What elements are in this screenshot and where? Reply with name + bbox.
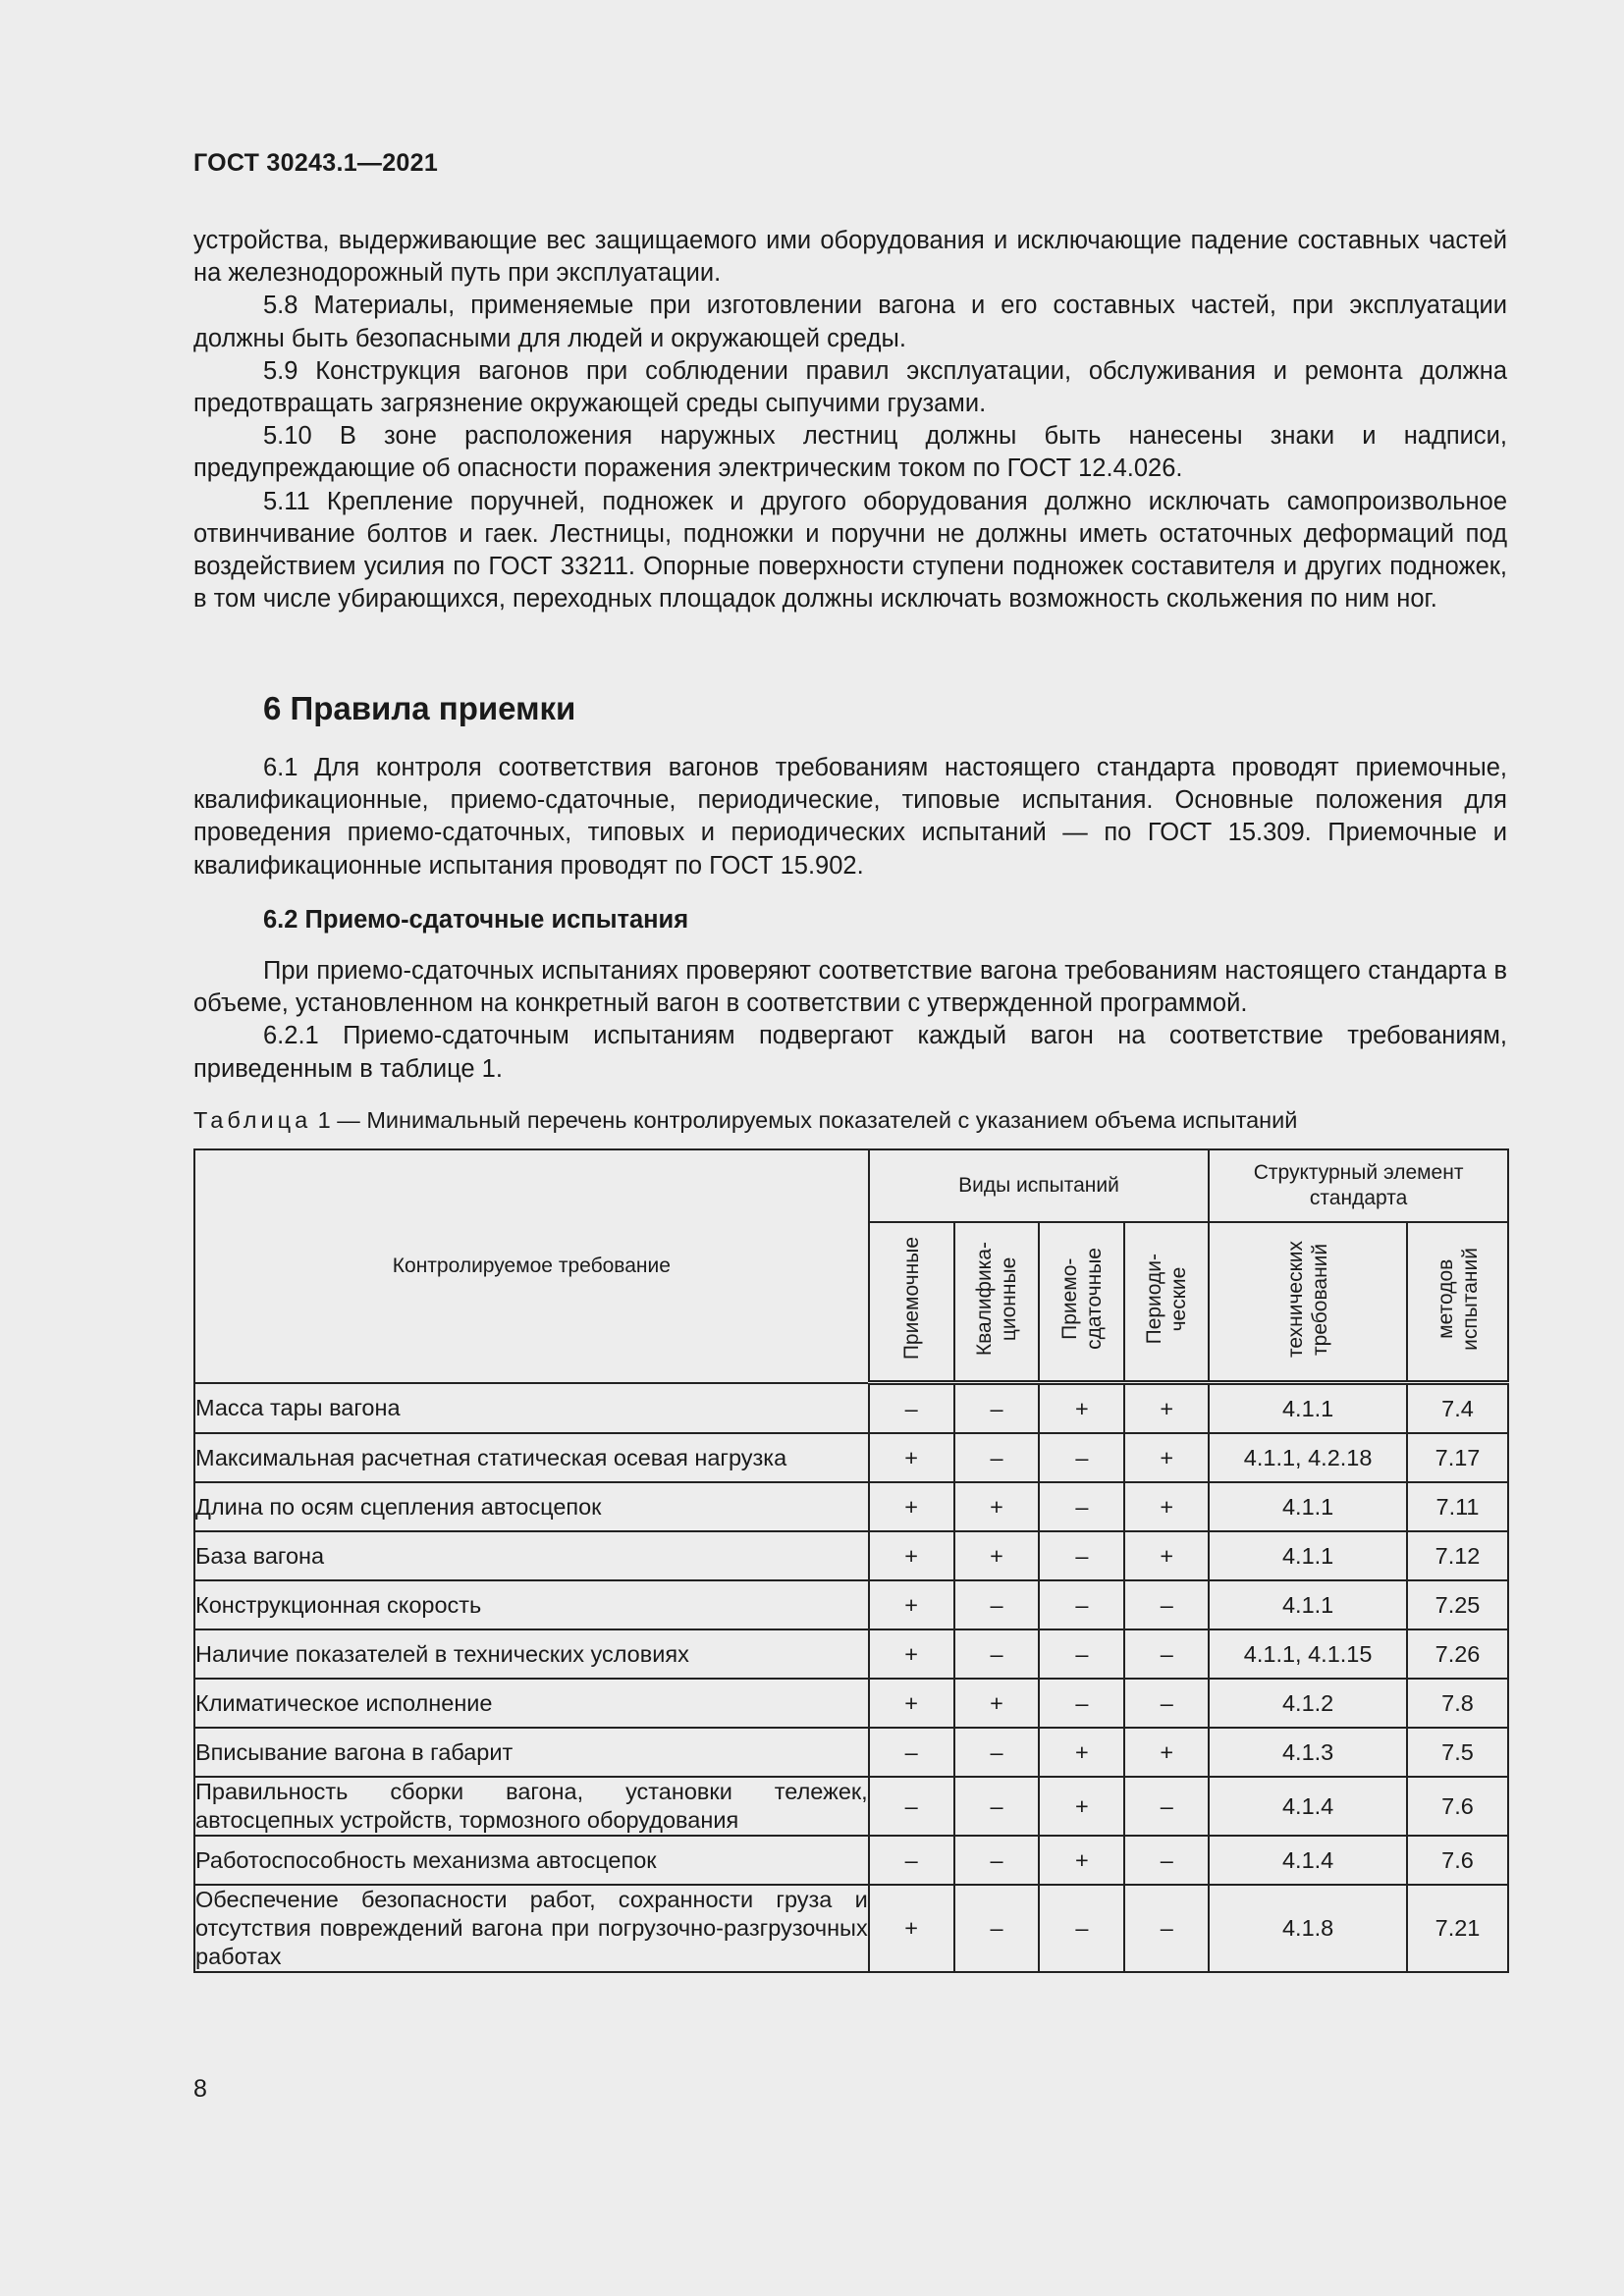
paragraph-5-8: 5.8 Материалы, применяемые при изготовлении вагона и его составных частей, при эксплуатации должны быть безопасными для людей и окружающей среды. [193, 292, 1507, 352]
cell-method-ref: 7.5 [1407, 1728, 1508, 1777]
table-caption-text: 1 — Минимальный перечень контролируемых показателей с указанием объема испытаний [311, 1107, 1298, 1133]
cell-delivery: – [1039, 1482, 1124, 1531]
cell-delivery: + [1039, 1728, 1124, 1777]
cell-requirement: Максимальная расчетная статическая осевая нагрузка [194, 1433, 869, 1482]
cell-acceptance: + [869, 1580, 954, 1629]
cell-acceptance: + [869, 1885, 954, 1972]
cell-method-ref: 7.6 [1407, 1836, 1508, 1885]
section-6-1 [193, 752, 1507, 882]
cell-method-ref: 7.26 [1407, 1629, 1508, 1679]
cell-method-ref: 7.17 [1407, 1433, 1508, 1482]
cell-requirement: Правильность сборки вагона, установки тележек, автосцепных устройств, тормозного оборудования [194, 1777, 869, 1836]
cell-delivery: + [1039, 1383, 1124, 1434]
cell-technical-ref: 4.1.1 [1209, 1383, 1407, 1434]
cell-qualification: – [954, 1885, 1040, 1972]
cell-technical-ref: 4.1.2 [1209, 1679, 1407, 1728]
table-row [194, 1482, 1508, 1531]
table-row [194, 1728, 1508, 1777]
cell-qualification: – [954, 1580, 1040, 1629]
document-header: ГОСТ 30243.1—2021 [193, 149, 439, 177]
cell-requirement: Обеспечение безопасности работ, сохранности груза и отсутствия повреждений вагона при погрузочно-разгрузочных работах [194, 1885, 869, 1972]
cell-qualification: + [954, 1679, 1040, 1728]
header-qualification: Квалифика- ционные [954, 1222, 1040, 1383]
cell-delivery: + [1039, 1777, 1124, 1836]
cell-requirement: Климатическое исполнение [194, 1679, 869, 1728]
cell-acceptance: + [869, 1482, 954, 1531]
paragraph: устройства, выдерживающие вес защищаемого ими оборудования и исключающие падение составных частей на железнодорожный путь при эксплуатации. [193, 227, 1507, 288]
cell-requirement: Работоспособность механизма автосцепок [194, 1836, 869, 1885]
cell-periodic: – [1124, 1836, 1209, 1885]
cell-delivery: – [1039, 1580, 1124, 1629]
cell-qualification: – [954, 1777, 1040, 1836]
cell-requirement: Вписывание вагона в габарит [194, 1728, 869, 1777]
cell-periodic: + [1124, 1383, 1209, 1434]
paragraph-6-2: При приемо-сдаточных испытаниях проверяют соответствие вагона требованиям настоящего стандарта в объеме, установленном на конкретный вагон в соответствии с утвержденной программой. [193, 957, 1507, 1018]
cell-periodic: + [1124, 1728, 1209, 1777]
cell-qualification: + [954, 1482, 1040, 1531]
table-caption [193, 1107, 1297, 1134]
cell-requirement: Конструкционная скорость [194, 1580, 869, 1629]
section-6-heading: 6 Правила приемки [263, 690, 576, 726]
subsection-6-2-heading: 6.2 Приемо-сдаточные испытания [263, 906, 689, 934]
cell-method-ref: 7.11 [1407, 1482, 1508, 1531]
cell-periodic: – [1124, 1885, 1209, 1972]
cell-technical-ref: 4.1.4 [1209, 1777, 1407, 1836]
cell-delivery: – [1039, 1433, 1124, 1482]
paragraph-5-10: 5.10 В зоне расположения наружных лестниц должны быть нанесены знаки и надписи, предупреждающие об опасности поражения электрическим током по ГОСТ 12.4.026. [193, 422, 1507, 483]
header-delivery: Приемо- сдаточные [1039, 1222, 1124, 1383]
header-technical-requirements: технических требований [1209, 1222, 1407, 1383]
cell-requirement: База вагона [194, 1531, 869, 1580]
table-row [194, 1679, 1508, 1728]
table-row [194, 1433, 1508, 1482]
cell-qualification: – [954, 1836, 1040, 1885]
table-row [194, 1629, 1508, 1679]
cell-technical-ref: 4.1.1 [1209, 1482, 1407, 1531]
cell-delivery: – [1039, 1531, 1124, 1580]
paragraph-6-1: 6.1 Для контроля соответствия вагонов требованиям настоящего стандарта проводят приемочные, квалификационные, приемо-сдаточные, периодические, типовые испытания. Основные положения для проведения приемо-сдаточных, типовых и периодических испытаний — по ГОСТ 15.309. Приемочные и квалификационные испытания проводят по ГОСТ 15.902. [193, 754, 1507, 880]
table-caption-label: Таблица [193, 1107, 312, 1133]
table-row [194, 1836, 1508, 1885]
cell-qualification: – [954, 1629, 1040, 1679]
cell-acceptance: + [869, 1531, 954, 1580]
cell-method-ref: 7.8 [1407, 1679, 1508, 1728]
cell-delivery: + [1039, 1836, 1124, 1885]
cell-technical-ref: 4.1.4 [1209, 1836, 1407, 1885]
cell-method-ref: 7.12 [1407, 1531, 1508, 1580]
cell-acceptance: – [869, 1836, 954, 1885]
cell-periodic: + [1124, 1531, 1209, 1580]
cell-delivery: – [1039, 1885, 1124, 1972]
cell-acceptance: + [869, 1433, 954, 1482]
cell-qualification: – [954, 1383, 1040, 1434]
cell-acceptance: + [869, 1679, 954, 1728]
cell-technical-ref: 4.1.1 [1209, 1531, 1407, 1580]
cell-acceptance: – [869, 1728, 954, 1777]
cell-technical-ref: 4.1.1, 4.1.15 [1209, 1629, 1407, 1679]
cell-method-ref: 7.25 [1407, 1580, 1508, 1629]
table-row [194, 1580, 1508, 1629]
header-test-methods: методов испытаний [1407, 1222, 1508, 1383]
cell-acceptance: + [869, 1629, 954, 1679]
cell-periodic: – [1124, 1629, 1209, 1679]
page-number: 8 [193, 2075, 207, 2103]
header-acceptance: Приемочные [869, 1222, 954, 1383]
header-test-types: Виды испытаний [869, 1149, 1210, 1222]
cell-method-ref: 7.4 [1407, 1383, 1508, 1434]
cell-periodic: + [1124, 1433, 1209, 1482]
cell-qualification: – [954, 1433, 1040, 1482]
header-requirement: Контролируемое требование [194, 1149, 869, 1383]
cell-technical-ref: 4.1.1 [1209, 1580, 1407, 1629]
cell-requirement: Длина по осям сцепления автосцепок [194, 1482, 869, 1531]
cell-periodic: – [1124, 1777, 1209, 1836]
table-row [194, 1383, 1508, 1434]
cell-periodic: – [1124, 1580, 1209, 1629]
table-row [194, 1531, 1508, 1580]
cell-delivery: – [1039, 1629, 1124, 1679]
section-6-2 [193, 955, 1507, 1086]
cell-technical-ref: 4.1.8 [1209, 1885, 1407, 1972]
table-row [194, 1777, 1508, 1836]
cell-technical-ref: 4.1.3 [1209, 1728, 1407, 1777]
cell-acceptance: – [869, 1383, 954, 1434]
cell-method-ref: 7.6 [1407, 1777, 1508, 1836]
cell-periodic: + [1124, 1482, 1209, 1531]
cell-delivery: – [1039, 1679, 1124, 1728]
cell-technical-ref: 4.1.1, 4.2.18 [1209, 1433, 1407, 1482]
paragraph-6-2-1: 6.2.1 Приемо-сдаточным испытаниям подвергают каждый вагон на соответствие требованиям, приведенным в таблице 1. [193, 1022, 1507, 1083]
header-periodic: Периоди- ческие [1124, 1222, 1209, 1383]
paragraph-5-11: 5.11 Крепление поручней, подножек и другого оборудования должно исключать самопроизвольное отвинчивание болтов и гаек. Лестницы, подножки и поручни не должны иметь остаточных деформаций под воздействием усилия по ГОСТ 33211. Опорные поверхности ступени подножек составителя и других подножек, в том числе убирающихся, переходных площадок должны исключать возможность скольжения по ним ног. [193, 487, 1507, 614]
table-row [194, 1885, 1508, 1972]
cell-requirement: Наличие показателей в технических условиях [194, 1629, 869, 1679]
cell-requirement: Масса тары вагона [194, 1383, 869, 1434]
cell-periodic: – [1124, 1679, 1209, 1728]
cell-qualification: + [954, 1531, 1040, 1580]
cell-method-ref: 7.21 [1407, 1885, 1508, 1972]
header-structural-element: Структурный элемент стандарта [1209, 1149, 1508, 1222]
cell-acceptance: – [869, 1777, 954, 1836]
section-5-continuation [193, 225, 1507, 615]
requirements-table [193, 1148, 1509, 1973]
cell-qualification: – [954, 1728, 1040, 1777]
paragraph-5-9: 5.9 Конструкция вагонов при соблюдении правил эксплуатации, обслуживания и ремонта должна предотвращать загрязнение окружающей среды сыпучими грузами. [193, 356, 1507, 418]
